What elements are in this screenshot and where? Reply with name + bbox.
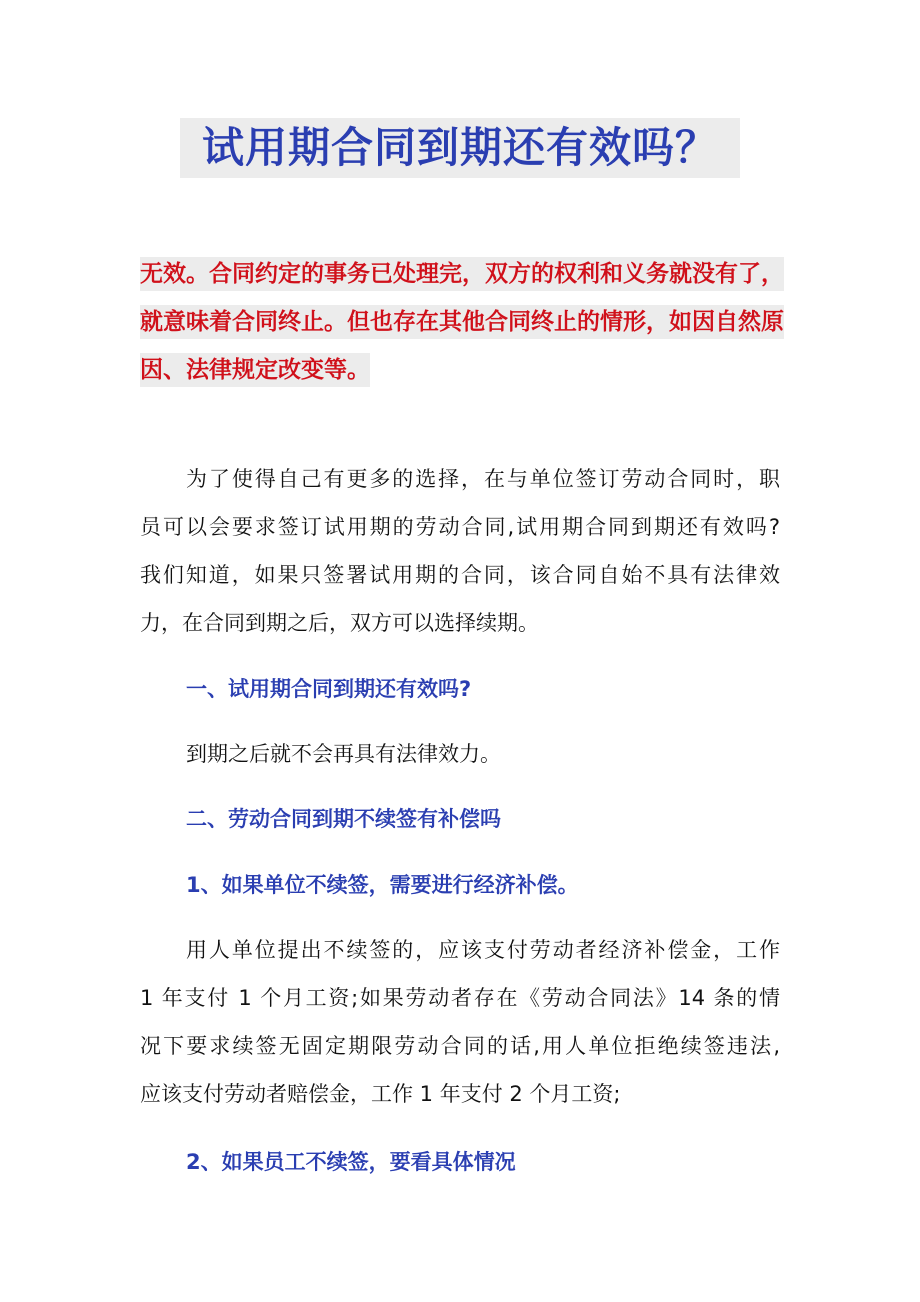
section-heading-1: 一、试用期合同到期还有效吗?: [186, 677, 472, 701]
subsection-heading-2: 2、如果员工不续签，要看具体情况: [186, 1150, 516, 1174]
paragraph-line: 况下要求续签无固定期限劳动合同的话,用人单位拒绝续签违法,: [140, 1034, 780, 1058]
intro-paragraph: [140, 462, 780, 654]
paragraph-line: 用人单位提出不续签的，应该支付劳动者经济补偿金，工作: [186, 938, 780, 962]
paragraph-line: 力，在合同到期之后，双方可以选择续期。: [140, 611, 539, 635]
paragraph-line: 员可以会要求签订试用期的劳动合同,试用期合同到期还有效吗?: [140, 515, 780, 539]
section-1-text: 到期之后就不会再具有法律效力。: [186, 742, 501, 766]
page-title: 试用期合同到期还有效吗？: [180, 118, 740, 178]
summary-line: 就意味着合同终止。但也存在其他合同终止的情形，如因自然原: [140, 305, 784, 339]
paragraph-line: 1 年支付 1 个月工资;如果劳动者存在《劳动合同法》14 条的情: [140, 986, 780, 1010]
paragraph-line: 为了使得自己有更多的选择，在与单位签订劳动合同时，职: [186, 467, 780, 491]
section-heading-2: 二、劳动合同到期不续签有补偿吗: [186, 807, 501, 831]
paragraph-line: 我们知道，如果只签署试用期的合同，该合同自始不具有法律效: [140, 563, 780, 587]
summary-line: 因、法律规定改变等。: [140, 353, 370, 387]
summary-answer: [140, 257, 785, 401]
subsection-1-paragraph: [140, 933, 780, 1125]
subsection-heading-1: 1、如果单位不续签，需要进行经济补偿。: [186, 873, 579, 897]
paragraph-line: 应该支付劳动者赔偿金，工作 1 年支付 2 个月工资;: [140, 1082, 621, 1106]
summary-line: 无效。合同约定的事务已处理完，双方的权利和义务就没有了，: [140, 257, 784, 291]
